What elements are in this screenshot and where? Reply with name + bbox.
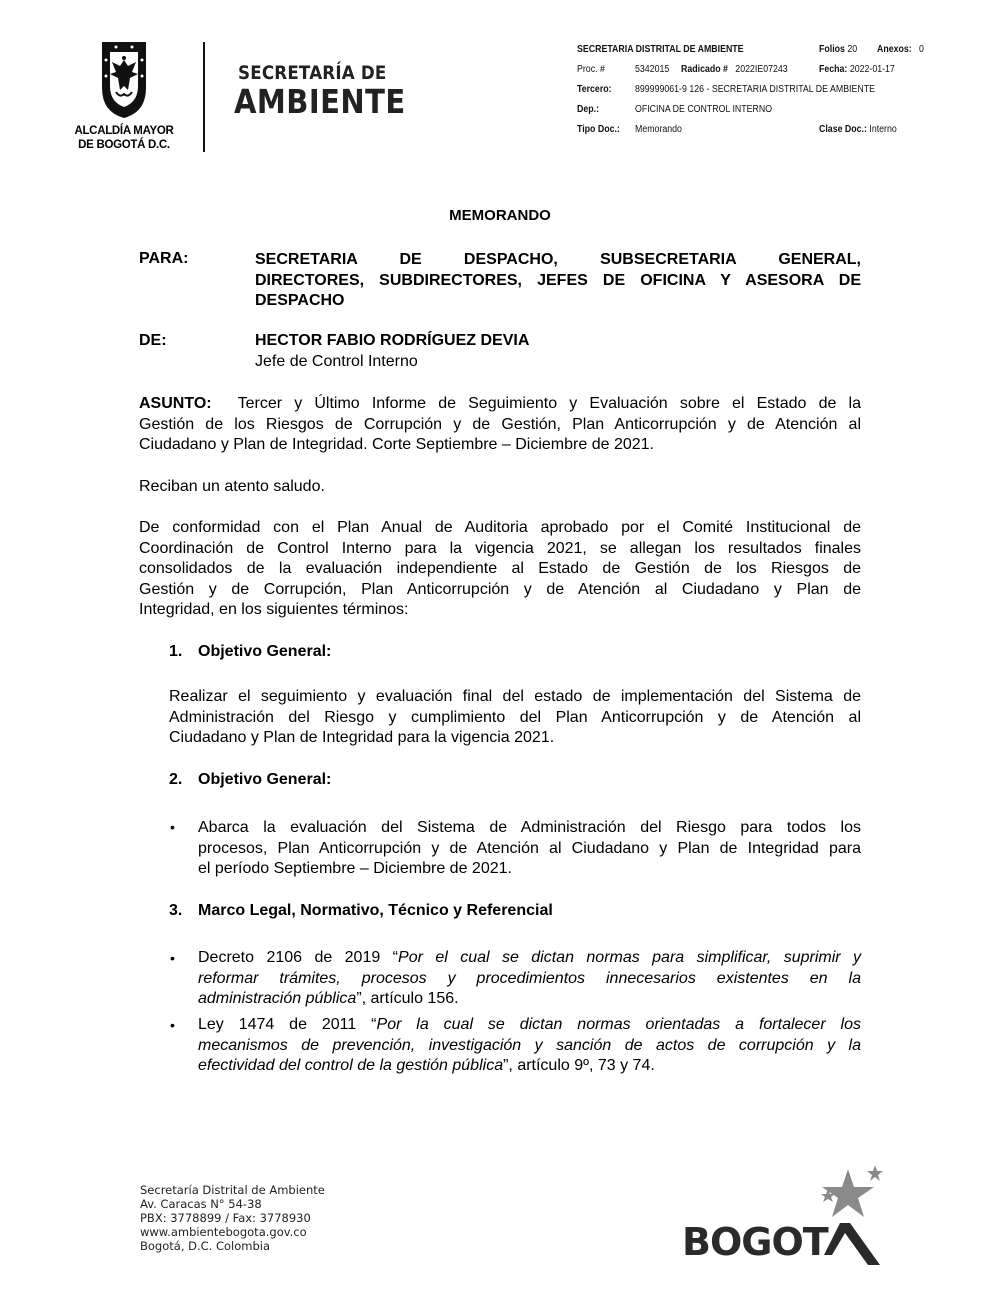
star-small-icon bbox=[867, 1165, 883, 1181]
para-line: DIRECTORES, SUBDIRECTORES, JEFES DE OFICINA Y ASESORA DE bbox=[255, 271, 861, 289]
de-label: DE: bbox=[139, 332, 167, 349]
section1-text bbox=[169, 687, 861, 749]
radicado-tercero-label: Tercero: bbox=[577, 84, 612, 95]
para-line: SECRETARIA DE DESPACHO, SUBSECRETARIA GENERAL, bbox=[255, 251, 861, 268]
section2-bullet-text bbox=[198, 818, 861, 880]
sender-role: Jefe de Control Interno bbox=[255, 353, 418, 370]
asunto-line: Gestión de los Riesgos de Corrupción y de Gestión, Plan Anticorrupción y de Atención al bbox=[139, 415, 861, 433]
sender-name: HECTOR FABIO RODRÍGUEZ DEVIA bbox=[255, 332, 530, 349]
star-large-icon bbox=[822, 1169, 874, 1217]
section3-number: 3. bbox=[169, 902, 183, 919]
section2-line: el período Septiembre – Diciembre de 2021. bbox=[198, 860, 512, 877]
bullet-icon: • bbox=[170, 819, 175, 835]
para-line: DESPACHO bbox=[255, 292, 345, 309]
radicado-clase: Clase Doc.: Interno bbox=[819, 124, 897, 135]
radicado-number: Radicado # 2022IE07243 bbox=[681, 64, 788, 75]
bogota-coat-of-arms-logo bbox=[100, 40, 148, 120]
legal-line: Decreto 2106 de 2019 “Por el cual se dictan normas para simplificar, suprimir y bbox=[198, 949, 862, 966]
footer-website-link[interactable]: www.ambientebogota.gov.co bbox=[140, 1225, 307, 1239]
section1-line: Realizar el seguimiento y evaluación final del estado de implementación del Sistema de bbox=[169, 688, 861, 705]
intro-line: De conformidad con el Plan Anual de Auditoria aprobado por el Comité Institucional de bbox=[139, 519, 861, 536]
memo-title: MEMORANDO bbox=[449, 207, 551, 224]
section1-number: 1. bbox=[169, 643, 183, 660]
intro-line: consolidados de la evaluación independiente al Estado de Gestión de los Riesgos de bbox=[139, 560, 861, 577]
bullet-icon: • bbox=[170, 950, 175, 966]
section1-heading: Objetivo General: bbox=[198, 643, 332, 660]
radicado-entity: SECRETARIA DISTRITAL DE AMBIENTE bbox=[577, 44, 744, 55]
bullet-icon: • bbox=[170, 1017, 175, 1033]
logo-divider bbox=[203, 42, 205, 152]
intro-paragraph bbox=[139, 518, 861, 621]
asunto-line: Ciudadano y Plan de Integridad. Corte Septiembre – Diciembre de 2021. bbox=[139, 436, 654, 453]
alcaldia-line2: DE BOGOTÁ D.C. bbox=[78, 139, 170, 151]
section1-line: Ciudadano y Plan de Integridad para la vigencia 2021. bbox=[169, 729, 555, 746]
alcaldia-line1: ALCALDÍA MAYOR bbox=[74, 125, 174, 137]
section1-line: Administración del Riesgo y cumplimiento del Plan Anticorrupción y de Atención al bbox=[169, 708, 861, 726]
legal-line: mecanismos de prevención, investigación y sanción de actos de corrupción y la bbox=[198, 1036, 861, 1054]
radicado-folios: Folios 20 bbox=[819, 44, 858, 55]
greeting: Reciban un atento saludo. bbox=[139, 478, 325, 495]
footer-line: PBX: 3778899 / Fax: 3778930 bbox=[140, 1211, 311, 1225]
legal-line: administración pública”, artículo 156. bbox=[198, 990, 459, 1007]
asunto bbox=[139, 394, 861, 456]
legal-line: efectividad del control de la gestión pública”, artículo 9º, 73 y 74. bbox=[198, 1057, 655, 1074]
footer-line: Secretaría Distrital de Ambiente bbox=[140, 1183, 325, 1197]
legal-line: Ley 1474 de 2011 “Por la cual se dictan normas orientadas a fortalecer los bbox=[198, 1016, 862, 1033]
svg-text:BOGOT: BOGOT bbox=[682, 1220, 828, 1264]
radicado-proc-value: 5342015 bbox=[635, 64, 670, 75]
footer-line: Bogotá, D.C. Colombia bbox=[140, 1239, 271, 1253]
radicado-proc-label: Proc. # bbox=[577, 64, 605, 75]
intro-line: Gestión y de Corrupción, Plan Anticorrupción y de Atención al Ciudadano y Plan de bbox=[139, 580, 861, 598]
radicado-anexos: Anexos: 0 bbox=[877, 44, 924, 55]
radicado-fecha: Fecha: 2022-01-17 bbox=[819, 64, 895, 75]
asunto-line: ASUNTO: Tercer y Último Informe de Seguimiento y Evaluación sobre el Estado de la bbox=[139, 395, 861, 412]
intro-line: Coordinación de Control Interno para la vigencia 2021, se allegan los resultados finales bbox=[139, 539, 861, 557]
footer-address bbox=[140, 1183, 325, 1253]
para-label: PARA: bbox=[139, 250, 189, 267]
footer-line: Av. Caracas N° 54-38 bbox=[140, 1197, 262, 1211]
para-recipients bbox=[255, 250, 861, 312]
section3-heading: Marco Legal, Normativo, Técnico y Referencial bbox=[198, 902, 553, 919]
asunto-label: ASUNTO: bbox=[139, 395, 212, 412]
section2-line: procesos, Plan Anticorrupción y de Atención al Ciudadano y Plan de Integridad para bbox=[198, 839, 861, 857]
section2-line: Abarca la evaluación del Sistema de Administración del Riesgo para todos los bbox=[198, 819, 861, 836]
radicado-dep-label: Dep.: bbox=[577, 104, 599, 115]
bogota-logo bbox=[680, 1165, 890, 1270]
legal-reference-decreto-2106 bbox=[198, 948, 861, 1010]
radicado-tipo-value: Memorando bbox=[635, 124, 682, 135]
legal-reference-ley-1474 bbox=[198, 1015, 861, 1077]
radicado-tercero-value: 899999061-9 126 - SECRETARIA DISTRITAL DE AMBIENTE bbox=[635, 84, 875, 95]
secretaria-logo-line2: AMBIENTE bbox=[234, 82, 406, 121]
section2-heading: Objetivo General: bbox=[198, 771, 332, 788]
intro-line: Integridad, en los siguientes términos: bbox=[139, 601, 409, 618]
alcaldia-mayor-logo-text bbox=[72, 124, 176, 152]
radicado-tipo-label: Tipo Doc.: bbox=[577, 124, 620, 135]
radicado-dep-value: OFICINA DE CONTROL INTERNO bbox=[635, 104, 773, 115]
secretaria-logo-line1: SECRETARÍA DE bbox=[238, 62, 387, 84]
legal-line: reformar trámites, procesos y procedimientos innecesarios existentes en la bbox=[198, 969, 861, 987]
section2-number: 2. bbox=[169, 771, 183, 788]
